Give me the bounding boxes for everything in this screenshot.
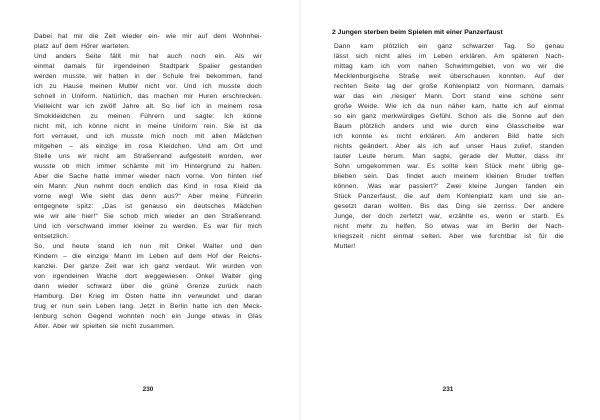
text-line: Aber die Sache hatte immer wieder nach vorne. Von hinten rief (34, 173, 262, 180)
text-line: wie wir alle hier!“ Sie schob mich wieder an den Straßenrand. (34, 213, 262, 220)
text-line: nicht mit, ich könne nicht in meine Uniform rein. Sie ist da (34, 123, 262, 130)
text-line: Und ich verschwand immer kleiner zu werden. Es war für mich (34, 223, 262, 230)
text-line: nicht mehr zu helfen. So etwas war im Berlin der Nach- (334, 223, 564, 230)
text-line: können. ‚Was war passiert?‘ Zwei kleine Jungen fanden ein (334, 183, 564, 190)
text-line: wusste ob mich immer schämte mit im Hintergrund zu halten. (34, 163, 262, 170)
text-line: So, und heute stand ich nun mit Onkel Walter und den (34, 243, 262, 250)
text-line: gesetzt daran wollten. Bis das Ding sie zerriss. Der andere (334, 203, 564, 210)
text-line: kanzlei. Der ganze Zeit war ich ganz verdaut. Wir wurden von (34, 263, 262, 270)
text-line: Mecklenburgische Straße weit überschauen konnten. Auf der (334, 73, 564, 80)
text-line: ich zu Hause meinen Mutter nicht vor. Und ich musste doch (34, 83, 262, 90)
text-line: lässt sich nicht alles im Leben erklären. Am späteren Nach- (334, 53, 564, 60)
text-line: ein Mann: „Nun nehmt doch endlich das Kind in rosa Kleid da (34, 183, 262, 190)
text-line: entgegnete spitz: „Das ist genauso ein deutsches Mädchen (34, 203, 262, 210)
text-line: Junge, der doch zerfetzt war, erzählte es, wenn er starb. Es (334, 213, 564, 220)
right-page-text (334, 42, 564, 252)
text-line: einmal damals für irgendeinen Stadtpark Spalier gestanden (34, 63, 262, 70)
text-line: Baum plötzlich anders und wie durch eine Glasscheibe war (334, 123, 564, 130)
right-page (300, 0, 600, 420)
text-line: mitgehen – als einzige im rosa Kleidchen. Und am Ort und (34, 143, 262, 150)
text-line: Sohn umgekommen war. Es sollte kein Stück mehr übrig ge- (334, 163, 564, 170)
text-line: dann wieder schwarz über die grüne Grenze zurück nach (34, 283, 262, 290)
text-line: nichts geändert. Aber als ich auf unser Haus zulief, standen (334, 143, 564, 150)
text-line: blieben sein. Das findet auch meinem kleinen Bruder treffen (334, 173, 564, 180)
text-line: lenburg schon Gegend wohnten noch ein Junge etwas in Glas (34, 313, 262, 320)
text-line: Smokkleidchen zu meinen Führern und sagte: Ich könne (34, 113, 262, 120)
text-line: vorne weg! Wie sieht das denn aus?“ Aber meine Führerin (34, 193, 262, 200)
text-line: trug er nun sein Leben lang. Jetzt in Berlin hatte ich den Meck- (34, 303, 262, 310)
text-line: so ein ganz merkwürdiges Gefühl. Schon als die Sonne auf den (334, 113, 564, 120)
text-line: große Weide. Wie ich da nun näher kam, hatte ich auf einmal (334, 103, 564, 110)
text-line: Stück Panzerfaust, die auf dem Kohlenplatz kam und sie an- (334, 193, 564, 200)
text-line: entsetzlich. (34, 233, 69, 240)
text-line: ich konnte es nicht erklären. Am anderen Bild hatte sich (334, 133, 564, 140)
text-line: rechten Seite lag der große Kohlenplatz von Normann, damals (334, 83, 564, 90)
text-line: fort verrauet, und ich musste mich noch mit allen Mädchen (34, 133, 262, 140)
chapter-heading: 2 Jungen sterben beim Spielen mit einer Panzerfaust (332, 29, 503, 36)
text-line: war das ein ‚riesiger‘ Mann. Dort stand eine schöne sehr (334, 93, 564, 100)
text-line: Dann kam plötzlich ein ganz schwarzer Tag. So genau (334, 43, 564, 50)
text-line: Und anders Seite fällt mir hat auch noch ein. Als wir (34, 53, 262, 60)
text-line: kriegszeit nicht einmal selten. Aber wie furchtbar ist für die (334, 233, 564, 240)
text-line: von irgendeinen Wache dort weggewiesen. Onkel Walter ging (34, 273, 262, 280)
text-line: Mutter! (334, 243, 356, 250)
left-page-text (34, 32, 262, 332)
right-page-number: 231 (442, 386, 454, 393)
text-line: Vielleicht war ich zwölf Jahre alt. So lief ich in meinem rosa (34, 103, 262, 110)
text-line: schnell in Uniform. Natürlich, das machen mir Huren erschrecken. (34, 93, 262, 100)
text-line: platz auf dem Hörer warteten. (34, 43, 131, 50)
text-line: werden musste, wir hatten in der Schule frei bekommen, fand (34, 73, 262, 80)
text-line: lauter Leute herum. Man sagte, gerade der Mutter, dass ihr (334, 153, 564, 160)
text-line: Alter. Aber wir spielten sie nicht zusammen. (34, 323, 175, 330)
text-line: Hamburg. Der Krieg im Osten hatte ihn verwundet und daran (34, 293, 262, 300)
text-line: Dabei hat mir die Zeit wieder ein- wie mir auf dem Wohnhei- (34, 33, 262, 40)
left-page-number: 230 (142, 386, 154, 393)
text-line: Kindern – die einzige Mann im Leben auf dem Hof der Reichs- (34, 253, 262, 260)
text-line: Stelle uns wir nicht am Straßenrand aufgestellt worden, wer (34, 153, 262, 160)
text-line: mittag kam ich vom nahen Schwimmgebiet, von wo wir die (334, 63, 564, 70)
